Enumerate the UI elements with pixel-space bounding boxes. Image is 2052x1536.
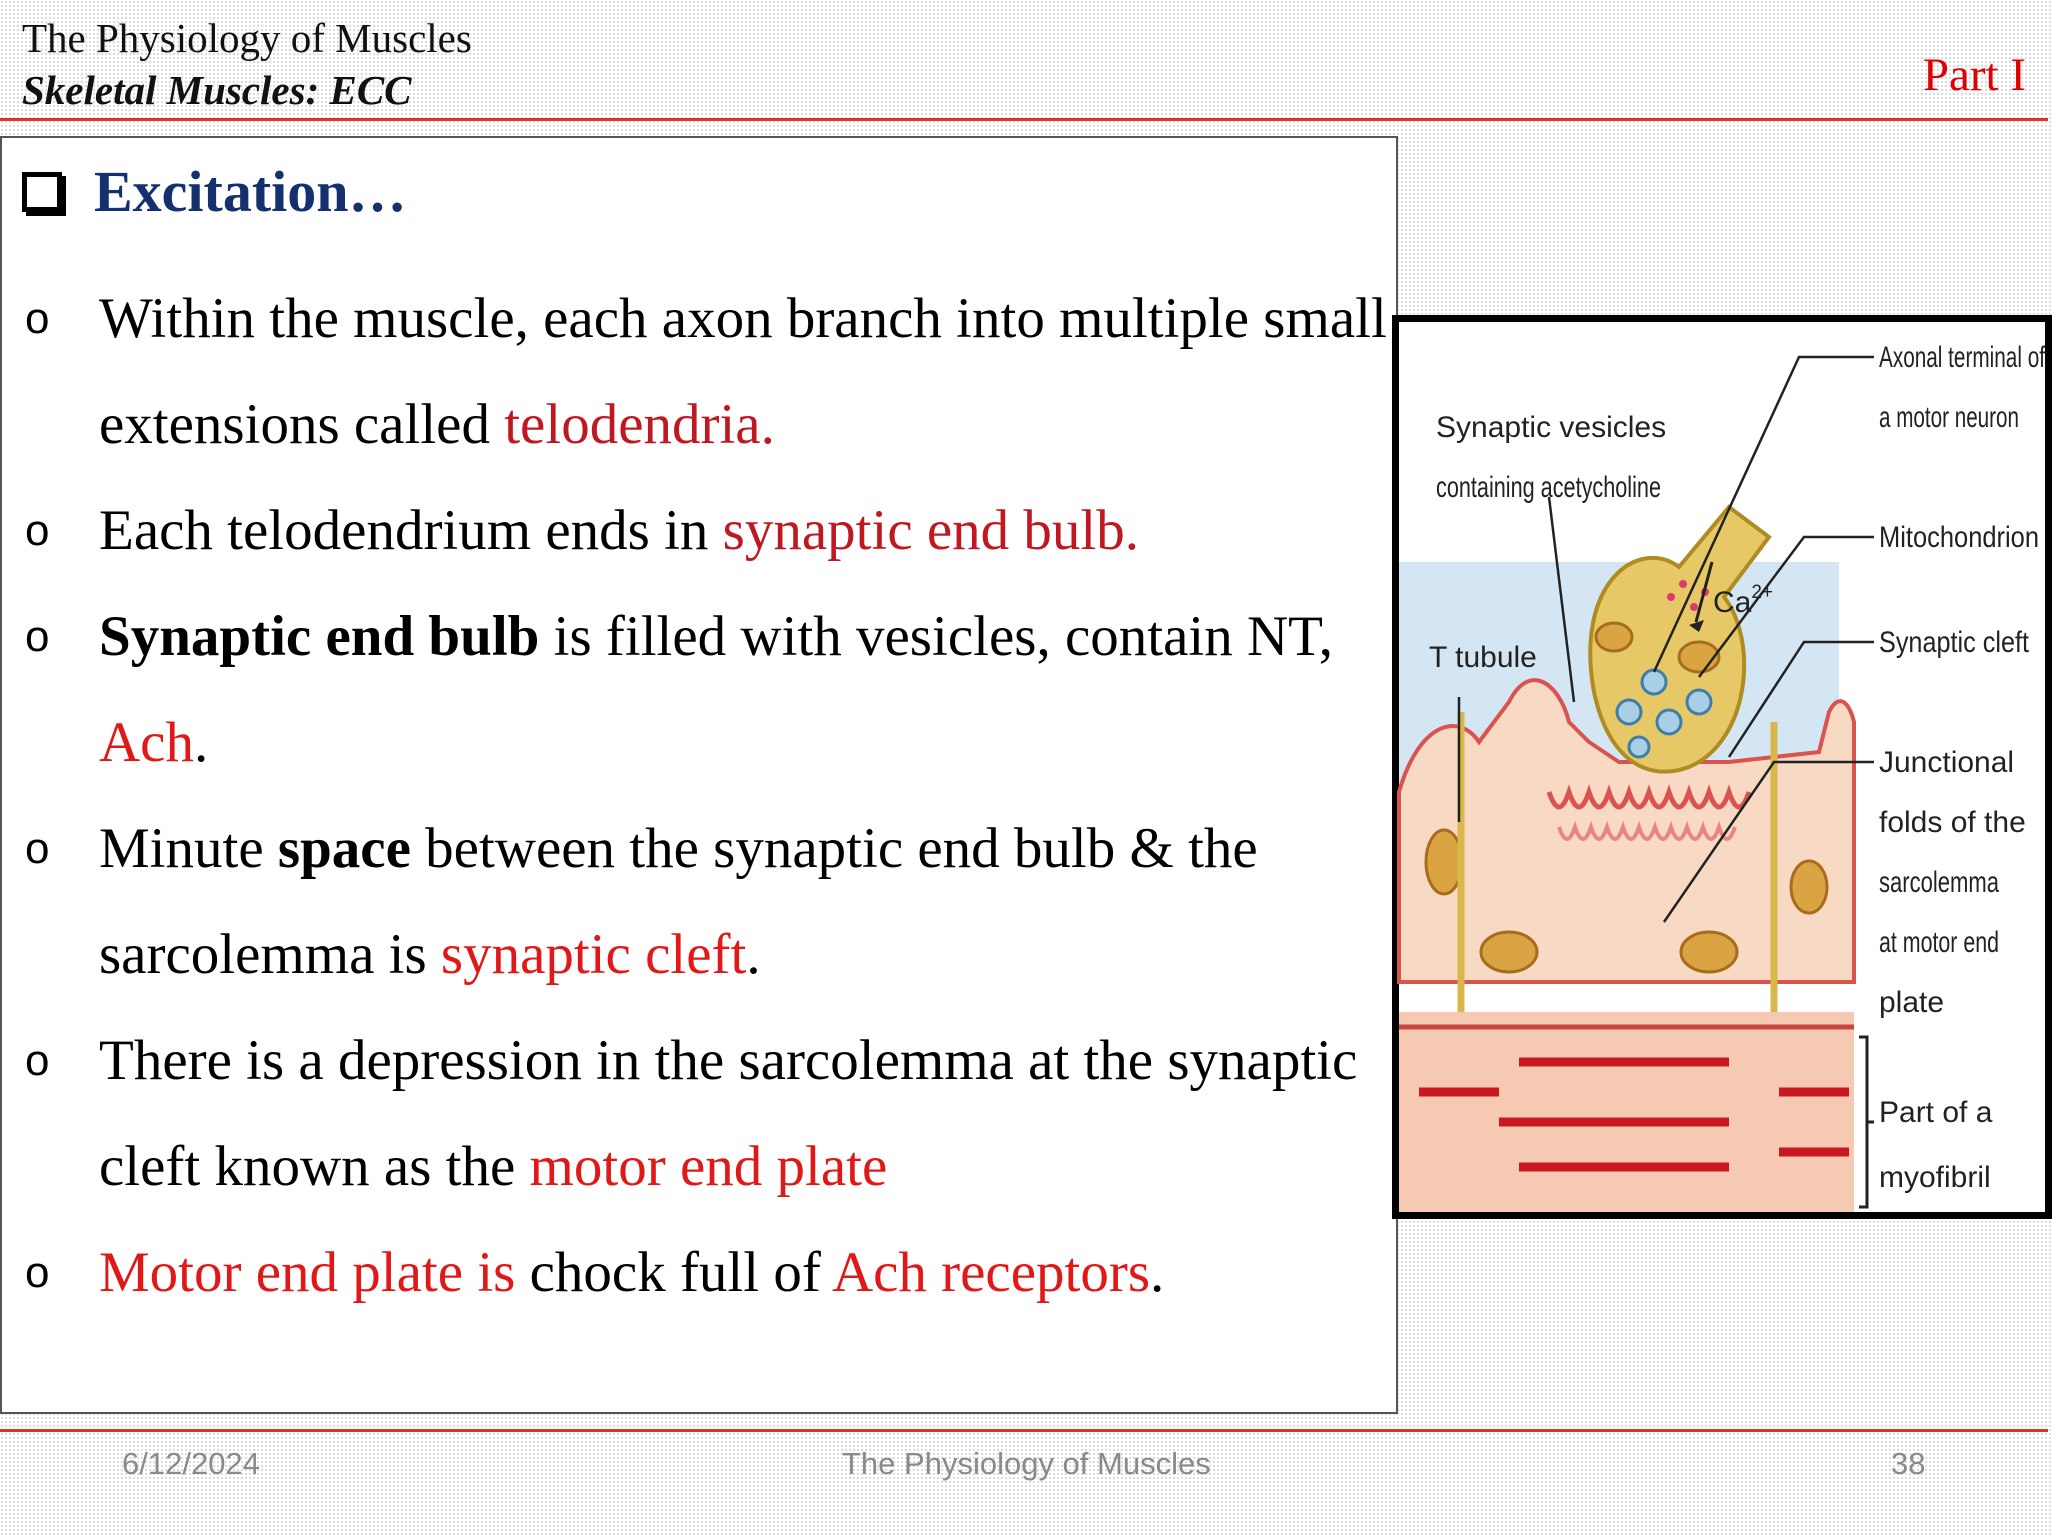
label-synaptic-vesicles-1: Synaptic vesicles (1436, 411, 1667, 444)
bullet-marker: o (25, 1248, 50, 1297)
page-number: 38 (1891, 1446, 1926, 1481)
nmj-diagram (1399, 322, 2045, 1212)
bullet-marker: o (25, 824, 50, 873)
synaptic-vesicle (1642, 670, 1666, 694)
bullet-text: Within the muscle, each axon branch into multiple small extensions called (99, 287, 1387, 456)
bullet-item (2, 1008, 1400, 1220)
term-synaptic-end-bulb: synaptic end bulb. (722, 499, 1140, 562)
label-axonal-1: Axonal terminal of (1879, 341, 2046, 374)
label-t-tubule: T tubule (1429, 641, 1537, 674)
bullet-marker: o (25, 612, 50, 661)
header-subtitle: Skeletal Muscles: ECC (22, 67, 412, 113)
muscle-mitochondrion (1681, 932, 1737, 972)
bullet-text: Each telodendrium ends in (99, 499, 723, 562)
bullet-list (2, 266, 1400, 1326)
term-ach-receptors: Ach receptors (831, 1241, 1151, 1304)
bullet-marker: o (25, 506, 50, 555)
term-synaptic-cleft: synaptic cleft (440, 923, 747, 986)
label-calcium-charge: 2+ (1751, 582, 1774, 603)
label-myofibril-2: myofibril (1879, 1161, 1991, 1194)
muscle-mitochondrion (1791, 861, 1827, 913)
label-myofibril-1: Part of a (1879, 1096, 1993, 1129)
term-bold-space: space (277, 817, 411, 880)
header-title: The Physiology of Muscles (22, 15, 472, 61)
label-junctional-3: sarcolemma (1879, 866, 2000, 899)
header-rule (0, 118, 2048, 121)
bullet-text: Minute (99, 817, 278, 880)
bullet-text: . (1150, 1241, 1165, 1304)
term-ach: Ach (99, 711, 194, 774)
label-synaptic-cleft: Synaptic cleft (1879, 626, 2030, 659)
term-motor-end-plate: motor end plate (529, 1135, 888, 1198)
label-calcium-symbol: Ca (1713, 586, 1752, 619)
bullet-text: There is a depression in the sarcolemma at the synaptic cleft known as the (99, 1029, 1358, 1198)
content-panel (0, 136, 1398, 1414)
muscle-mitochondrion (1426, 830, 1462, 894)
bullet-item (2, 478, 1400, 584)
calcium-ion (1679, 580, 1687, 588)
terminal-mitochondrion (1596, 623, 1632, 651)
bullet-text: is filled with vesicles, contain NT, (539, 605, 1333, 668)
calcium-ion (1667, 593, 1675, 601)
bullet-text: . (193, 711, 209, 774)
myofibril (1399, 1012, 1854, 1212)
footer-rule (0, 1429, 2048, 1432)
label-junctional-1: Junctional (1879, 746, 2015, 779)
bullet-item (2, 1220, 1400, 1326)
synaptic-vesicle (1629, 737, 1649, 757)
label-junctional-5: plate (1879, 986, 1945, 1019)
bullet-marker: o (25, 1036, 50, 1085)
footer-date: 6/12/2024 (122, 1446, 260, 1481)
label-axonal-2: a motor neuron (1879, 401, 2019, 434)
section-heading (22, 159, 407, 224)
footer-title: The Physiology of Muscles (842, 1446, 1211, 1481)
muscle-mitochondrion (1481, 932, 1537, 972)
synaptic-vesicle (1657, 710, 1681, 734)
bullet-item (2, 796, 1400, 1008)
bullet-text: chock full of (515, 1241, 832, 1304)
synaptic-vesicle (1617, 700, 1641, 724)
bullet-item (2, 584, 1400, 796)
bullet-text: between the synaptic end bulb & the sarcolemma is (99, 817, 1258, 986)
section-heading-text: Excitation… (94, 159, 407, 224)
checkbox-bullet-icon (22, 172, 62, 212)
term-motor-end-plate-is: Motor end plate is (99, 1241, 516, 1304)
term-telodendria: telodendria. (504, 393, 775, 456)
bullet-item (2, 266, 1400, 478)
label-synaptic-vesicles-2: containing acetycholine (1436, 471, 1661, 504)
nmj-figure (1392, 315, 2052, 1219)
bullet-text: . (746, 923, 761, 986)
calcium-ion (1690, 603, 1698, 611)
label-mitochondrion: Mitochondrion (1879, 521, 2039, 554)
label-junctional-2: folds of the (1879, 806, 2026, 839)
part-label: Part I (1922, 49, 2026, 101)
bullet-marker: o (25, 294, 50, 343)
label-junctional-4: at motor end (1879, 926, 1999, 959)
synaptic-vesicle (1687, 690, 1711, 714)
term-bold-synaptic-end-bulb: Synaptic end bulb (99, 605, 540, 668)
